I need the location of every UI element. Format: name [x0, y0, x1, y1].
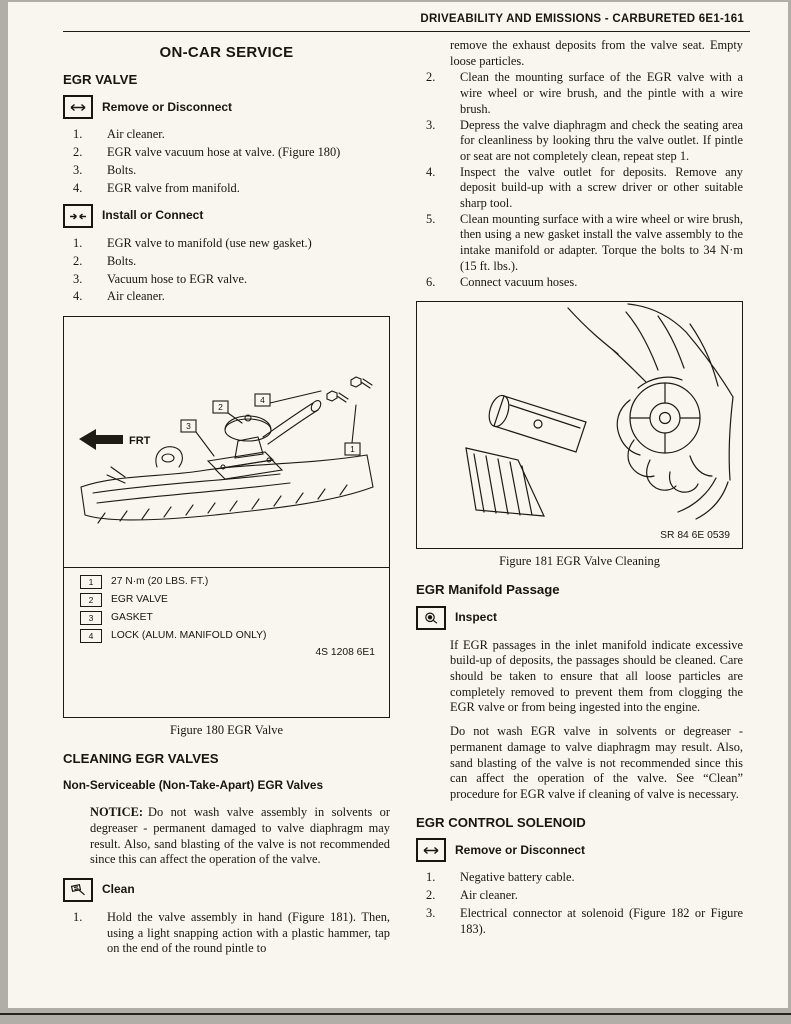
manifold-paragraph-2: Do not wash EGR valve in solvents or degreaser - permanent damage to valve diaphragm may result. Also, sand blasting of the valve is not recommended since this can affect the operation of the valve. See “Clean” procedure for EGR valve if cleaning of valve is necessary.	[450, 724, 743, 801]
step-number: 3.	[426, 905, 436, 920]
step-text: Vacuum hose to EGR valve.	[107, 271, 248, 286]
manifold-paragraph-1: If EGR passages in the inlet manifold indicate excessive build-up of deposits, the passages should be cleaned. Care should be taken to ensure that all loose particles are completely removed to prevent them from clogging the EGR valve or from being ingested into the engine.	[450, 637, 743, 715]
clean-icon	[63, 878, 93, 902]
step-text: Electrical connector at solenoid (Figure 182 or Figure 183).	[460, 905, 743, 936]
clean-steps-continued-list	[416, 70, 743, 290]
list-item	[63, 181, 390, 197]
list-item	[63, 254, 390, 270]
clean-label: Clean	[102, 882, 135, 897]
legend-text: LOCK (ALUM. MANIFOLD ONLY)	[111, 630, 267, 642]
step-text: EGR valve vacuum hose at valve. (Figure 180)	[107, 145, 341, 160]
list-item	[63, 910, 390, 957]
figure-181	[416, 301, 743, 549]
list-item	[416, 118, 743, 165]
callout-1: 1	[350, 444, 355, 455]
install-steps-list	[63, 236, 390, 305]
step-number: 1.	[73, 127, 83, 142]
list-item	[63, 272, 390, 288]
step-number: 1.	[73, 909, 83, 924]
clean-steps-list	[63, 910, 390, 957]
callout-3: 3	[186, 421, 191, 432]
legend-item	[80, 593, 377, 607]
step-text: EGR valve from manifold.	[107, 180, 240, 195]
legend-key: 2	[80, 593, 102, 607]
step-text: Air cleaner.	[107, 289, 165, 304]
legend-item	[80, 575, 377, 589]
header-title: DRIVEABILITY AND EMISSIONS - CARBURETED 6E1-161	[420, 13, 744, 25]
step-number: 6.	[426, 274, 436, 289]
step-text: Air cleaner.	[107, 127, 165, 142]
inspect-row	[416, 606, 743, 630]
step-text: Negative battery cable.	[460, 870, 575, 885]
cleaning-subheading: Non-Serviceable (Non-Take-Apart) EGR Valves	[63, 778, 324, 793]
list-item	[416, 906, 743, 937]
install-connect-row	[63, 204, 390, 228]
step-number: 2.	[73, 145, 83, 160]
callout-4: 4	[260, 395, 265, 406]
step-text: Depress the valve diaphragm and check the seating area for cleanliness by looking thru the valve outlet. If pintle or seat are not completely clean, repeat step 1.	[460, 117, 743, 163]
step-number: 2.	[426, 70, 436, 85]
legend-item	[80, 629, 377, 643]
solenoid-heading: EGR CONTROL SOLENOID	[416, 814, 586, 830]
legend-key: 1	[80, 575, 102, 589]
clean-row	[63, 878, 390, 902]
legend-text: 27 N·m (20 LBS. FT.)	[111, 576, 209, 588]
legend-text: GASKET	[111, 612, 153, 624]
step-continuation-text: remove the exhaust deposits from the valve seat. Empty loose particles.	[450, 38, 743, 68]
figure-181-drawing	[417, 302, 742, 526]
list-item	[416, 70, 743, 117]
remove-disconnect-icon	[416, 838, 446, 862]
list-item	[63, 127, 390, 143]
legend-key: 4	[80, 629, 102, 643]
step-number: 2.	[73, 253, 83, 268]
list-item	[416, 165, 743, 212]
notice-paragraph	[90, 805, 390, 868]
step-number: 4.	[73, 180, 83, 195]
step-number: 3.	[426, 117, 436, 132]
egr-valve-heading: EGR VALVE	[63, 71, 138, 87]
figure-180	[63, 316, 390, 718]
install-connect-icon	[63, 204, 93, 228]
frt-arrow-icon	[79, 429, 123, 450]
legend-text: EGR VALVE	[111, 594, 168, 606]
step-text: EGR valve to manifold (use new gasket.)	[107, 236, 312, 251]
frt-label: FRT	[129, 435, 151, 448]
list-item	[63, 289, 390, 305]
remove-disconnect-row	[63, 95, 390, 119]
step-text: Clean mounting surface with a wire wheel or wire brush, then using a new gasket install the valve assembly to the intake manifold or adapter. Torque the bolts to 34 N·m (15 ft. lbs.).	[460, 211, 743, 273]
list-item	[63, 145, 390, 161]
step-number: 5.	[426, 211, 436, 226]
solenoid-remove-steps-list	[416, 870, 743, 937]
step-number: 3.	[73, 271, 83, 286]
step-text: Bolts.	[107, 162, 137, 177]
legend-item	[80, 611, 377, 625]
notice-text: Do not wash valve assembly in solvents or degreaser - permanent damaged to valve diaphragm may result. Also, sand blasting of the valve is not recommended since this can affect the operation of the valve.	[90, 805, 390, 867]
step-number: 4.	[73, 289, 83, 304]
content-columns	[8, 32, 788, 960]
install-connect-label: Install or Connect	[102, 208, 204, 223]
figure-181-caption: Figure 181 EGR Valve Cleaning	[499, 554, 660, 569]
callout-2: 2	[218, 402, 223, 413]
step-number: 1.	[426, 870, 436, 885]
inspect-icon	[416, 606, 446, 630]
list-item	[63, 163, 390, 179]
figure-180-caption: Figure 180 EGR Valve	[170, 723, 283, 738]
figure-code: 4S 1208 6E1	[315, 647, 375, 659]
left-column	[63, 38, 390, 960]
step-number: 3.	[73, 162, 83, 177]
right-column	[416, 38, 743, 940]
step-text: Air cleaner.	[460, 888, 518, 903]
step-text: Connect vacuum hoses.	[460, 274, 578, 289]
legend-key: 3	[80, 611, 102, 625]
step-text: Bolts.	[107, 253, 137, 268]
figure-code: SR 84 6E 0539	[660, 529, 730, 541]
list-item	[416, 212, 743, 275]
page-header	[8, 2, 788, 25]
scan-bottom-edge	[0, 1013, 791, 1015]
figure-180-drawing	[64, 317, 389, 567]
inspect-label: Inspect	[455, 609, 498, 624]
section-title: ON-CAR SERVICE	[159, 44, 294, 61]
list-item	[416, 275, 743, 291]
manual-page	[8, 2, 788, 1008]
step-number: 4.	[426, 164, 436, 179]
solenoid-remove-row	[416, 838, 743, 862]
step-number: 1.	[73, 236, 83, 251]
list-item	[416, 888, 743, 904]
list-item	[63, 236, 390, 252]
manifold-passage-heading: EGR Manifold Passage	[416, 581, 560, 597]
remove-disconnect-label: Remove or Disconnect	[102, 99, 233, 114]
remove-steps-list	[63, 127, 390, 196]
figure-180-legend	[64, 567, 389, 659]
step-number: 2.	[426, 888, 436, 903]
notice-label: NOTICE:	[90, 805, 144, 820]
step-text: Hold the valve assembly in hand (Figure 181). Then, using a light snapping action with a plastic hammer, tap on the end of the round pintle to	[107, 909, 390, 956]
step-text: Inspect the valve outlet for deposits. Remove any deposit build-up with a screw driver or other suitable sharp tool.	[460, 164, 743, 211]
solenoid-remove-label: Remove or Disconnect	[455, 842, 586, 857]
cleaning-heading: CLEANING EGR VALVES	[63, 750, 219, 766]
list-item	[416, 870, 743, 886]
remove-disconnect-icon	[63, 95, 93, 119]
step-text: Clean the mounting surface of the EGR valve with a wire wheel or wire brush, and the pintle with a wire brush.	[460, 70, 743, 116]
